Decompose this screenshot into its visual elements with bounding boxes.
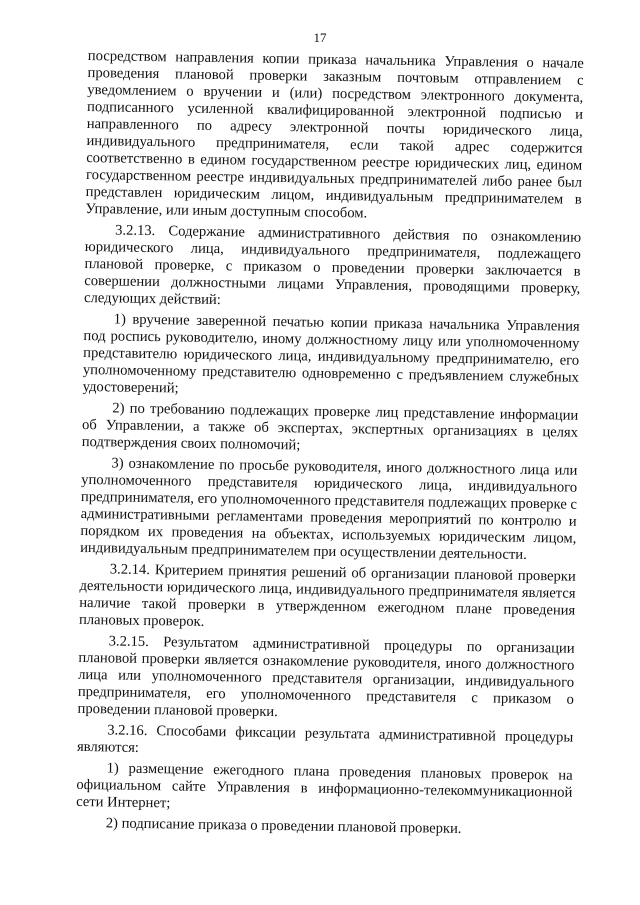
list-item-2-signing: 2) подписание приказа о проведении плановой проверки.: [105, 815, 462, 837]
list-item-1-delivery: 1) вручение заверенной печатью копии приказа начальника Управления под роспись руководителю, иному должностному лицу или уполномоченному представителю юридического лица, индивидуальному предпринимателю, его уполномоченному представителю одновременно с предъявлением служебных удостоверений;: [82, 311, 580, 397]
paragraph-3-2-13: 3.2.13. Содержание административного действия по ознакомлению юридического лица, индивидуального предпринимателя, подлежащего плановой проверке, с приказом о проведении проверки заключается в совершении должностными лицами Управления, проводящими проверку, следующих действий:: [83, 222, 582, 309]
list-item-1-publication: 1) размещение ежегодного плана проведения плановых проверок на официальном сайте Управления в информационно-телекоммуникационной сети Интернет;: [76, 760, 573, 812]
list-item-3-familiarization: 3) ознакомление по просьбе руководителя, иного должностного лица или уполномоченного представителя юридического лица, индивидуального предпринимателя, его уполномоченного представителя подлежащих проверке с административными регламентами проведения мероприятий по контролю и порядком их проведения на объектах, используемых юридическим лицом, индивидуальным предпринимателем при осуществлении деятельности.: [80, 455, 578, 563]
paragraph-3-2-14: 3.2.14. Критерием принятия решений об организации плановой проверки деятельности юридического лица, индивидуального предпринимателя является наличие такой проверки в утвержденном ежегодном плане проведения плановых проверок.: [78, 561, 576, 630]
paragraph-3-2-16: 3.2.16. Способами фиксации результата административной процедуры являются:: [76, 722, 574, 756]
page-number: 17: [313, 30, 327, 45]
document-body: [76, 48, 584, 844]
list-item-2-information: 2) по требованию подлежащих проверке лиц представление информации об Управлении, а также об экспертах, экспертных организациях в целях подтверждения своих полномочий;: [81, 400, 579, 454]
paragraph-3-2-15: 3.2.15. Результатом административной процедуры по организации плановой проверки является ознакомление руководителя, иного должностного лица или уполномоченного представителя организации, индивидуального предпринимателя, его уполномоченного представителя с приказом о проведении плановой проверки.: [77, 633, 575, 721]
paragraph-continuation: посредством направления копии приказа начальника Управления о начале проведения плановой проверки заказным почтовым отправлением с уведомлением о вручении и (или) посредством электронного документа, подписанного усиленной квалифицированной электронной подписью и направленного по адресу электронной почты юридического лица, индивидуального предпринимателя, если такой адрес содержится соответственно в едином государственном реестре юридических лиц, едином государственном реестре индивидуальных предпринимателей либо ранее был представлен юридическим лицом, индивидуальным предпринимателем в Управление, или иным доступным способом.: [85, 48, 584, 222]
